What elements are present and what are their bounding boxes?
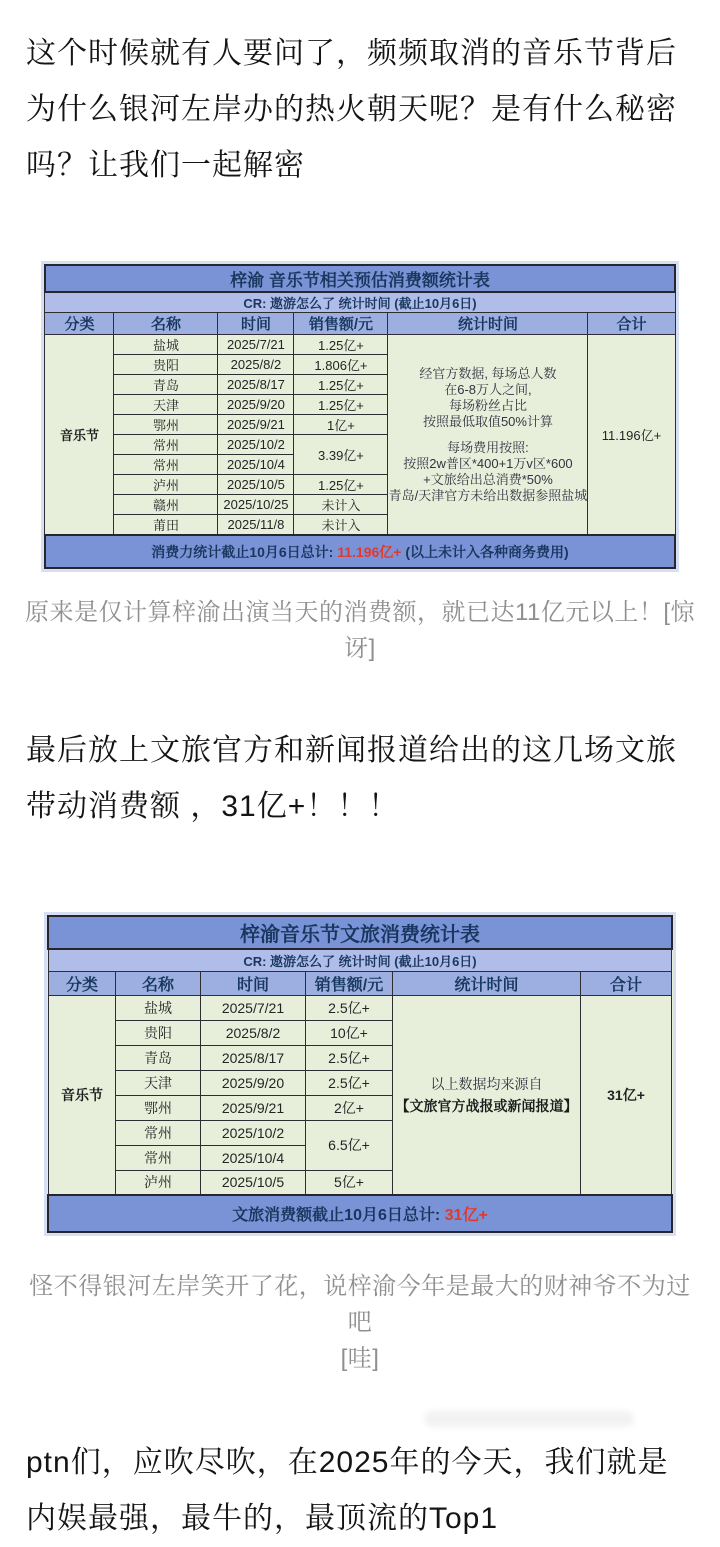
footer-total-value: 31亿+ <box>444 1207 488 1224</box>
notes-cell <box>392 995 580 1195</box>
table2-title-row <box>48 916 671 949</box>
cell-sales-merged: 3.39亿+ <box>294 435 388 475</box>
cell-date: 2025/10/5 <box>200 1170 305 1195</box>
table2-credit-row <box>48 949 671 971</box>
notes-line: 青岛/天津官方未给出数据参照盐城 <box>388 487 588 503</box>
cell-name: 鄂州 <box>115 1095 200 1120</box>
category-cell: 音乐节 <box>48 995 115 1195</box>
cell-date: 2025/8/17 <box>218 375 294 395</box>
col-header-stat-time: 统计时间 <box>388 313 588 335</box>
post-paragraph-intro: 这个时候就有人要问了，频频取消的音乐节背后为什么银河左岸办的热火朝天呢？是有什么秘密吗？让我们一起解密 <box>26 37 677 182</box>
cell-date: 2025/10/4 <box>200 1145 305 1170</box>
table2-title: 梓渝音乐节文旅消费统计表 <box>48 916 671 949</box>
cell-date: 2025/10/2 <box>218 435 294 455</box>
table1-caption: 原来是仅计算梓渝出演当天的消费额，就已达11亿元以上！[惊讶] <box>24 599 696 662</box>
table1-credit-row <box>45 292 675 313</box>
cell-name: 鄂州 <box>114 415 218 435</box>
cell-name: 常州 <box>115 1145 200 1170</box>
table2-header-row <box>48 971 671 995</box>
table1-title-row <box>45 265 675 292</box>
cell-name: 天津 <box>115 1070 200 1095</box>
cell-sales: 未计入 <box>294 495 388 515</box>
col-header-stat-time: 统计时间 <box>392 971 580 995</box>
table2-credit: CR: 遨游怎么了 统计时间 (截止10月6日) <box>48 949 671 971</box>
cell-name: 常州 <box>115 1120 200 1145</box>
post-paragraph-closing: ptn们，应吹尽吹，在2025年的今天，我们就是内娱最强，最牛的，最顶流的Top1 <box>26 1446 669 1535</box>
cell-name: 青岛 <box>115 1045 200 1070</box>
col-header-category: 分类 <box>48 971 115 995</box>
cell-name: 常州 <box>114 435 218 455</box>
table-row <box>45 335 675 355</box>
cell-sales: 2.5亿+ <box>305 1070 392 1095</box>
cell-date: 2025/10/5 <box>218 475 294 495</box>
notes-line: 每场粉丝占比 <box>448 397 527 413</box>
post-paragraph-middle: 最后放上文旅官方和新闻报道给出的这几场文旅带动消费额 ，31亿+！！！ <box>26 734 677 823</box>
notes-line-source: 【文旅官方战报或新闻报道】 <box>395 1097 578 1114</box>
cell-name: 盐城 <box>114 335 218 355</box>
total-cell: 31亿+ <box>580 995 671 1195</box>
notes-line: 按照最低取值50%计算 <box>422 413 553 429</box>
notes-line: 在6-8万人之间, <box>444 381 532 397</box>
cell-date: 2025/10/2 <box>200 1120 305 1145</box>
total-cell: 11.196亿+ <box>588 335 675 536</box>
cell-name: 贵阳 <box>114 355 218 375</box>
col-header-name: 名称 <box>114 313 218 335</box>
cell-sales: 1.25亿+ <box>294 335 388 355</box>
table2-footer <box>48 1195 671 1232</box>
cell-date: 2025/8/17 <box>200 1045 305 1070</box>
col-header-date: 时间 <box>218 313 294 335</box>
cell-date: 2025/9/21 <box>218 415 294 435</box>
cell-date: 2025/10/25 <box>218 495 294 515</box>
cell-sales: 1.25亿+ <box>294 395 388 415</box>
cell-sales: 1.25亿+ <box>294 375 388 395</box>
footer-suffix: (以上未计入各种商务费用) <box>401 543 569 560</box>
cell-sales: 1亿+ <box>294 415 388 435</box>
table1-credit: CR: 遨游怎么了 统计时间 (截止10月6日) <box>45 292 675 313</box>
cell-name: 泸州 <box>115 1170 200 1195</box>
footer-total-value: 11.196亿+ <box>337 543 402 560</box>
cell-name: 青岛 <box>114 375 218 395</box>
col-header-sales: 销售额/元 <box>294 313 388 335</box>
table1-footer <box>45 535 675 568</box>
cell-sales-merged: 6.5亿+ <box>305 1120 392 1170</box>
col-header-sales: 销售额/元 <box>305 971 392 995</box>
notes-line: 经官方数据, 每场总人数 <box>419 365 557 381</box>
cell-date: 2025/10/4 <box>218 455 294 475</box>
notes-line: 每场费用按照: <box>447 439 529 455</box>
cell-sales: 1.25亿+ <box>294 475 388 495</box>
cell-name: 泸州 <box>114 475 218 495</box>
cell-sales: 2.5亿+ <box>305 995 392 1020</box>
table2-caption <box>0 1269 720 1377</box>
cell-date: 2025/9/20 <box>218 395 294 415</box>
cell-date: 2025/7/21 <box>200 995 305 1020</box>
cell-date: 2025/8/2 <box>200 1020 305 1045</box>
estimated-consumption-table <box>44 264 676 569</box>
cell-sales: 2亿+ <box>305 1095 392 1120</box>
tourism-consumption-table <box>47 915 672 1233</box>
table2-caption-line1: 怪不得银河左岸笑开了花，说梓渝今年是最大的财神爷不为过吧 <box>29 1273 691 1336</box>
cell-date: 2025/7/21 <box>218 335 294 355</box>
table-row <box>48 995 671 1020</box>
cell-sales: 2.5亿+ <box>305 1045 392 1070</box>
cell-name: 赣州 <box>114 495 218 515</box>
col-header-date: 时间 <box>200 971 305 995</box>
col-header-name: 名称 <box>115 971 200 995</box>
cell-name: 贵阳 <box>115 1020 200 1045</box>
col-header-total: 合计 <box>588 313 675 335</box>
cell-name: 莆田 <box>114 515 218 536</box>
notes-line: 按照2w普区*400+1万v区*600 <box>403 455 573 471</box>
footer-prefix: 消费力统计截止10月6日总计: <box>151 543 338 560</box>
category-cell: 音乐节 <box>45 335 114 536</box>
cell-date: 2025/11/8 <box>218 515 294 536</box>
cell-date: 2025/8/2 <box>218 355 294 375</box>
cell-date: 2025/9/21 <box>200 1095 305 1120</box>
table2-caption-line2: [哇] <box>340 1345 380 1372</box>
notes-spacer <box>388 430 587 440</box>
cell-sales: 未计入 <box>294 515 388 536</box>
table1-title: 梓渝 音乐节相关预估消费额统计表 <box>45 265 675 292</box>
cell-sales: 5亿+ <box>305 1170 392 1195</box>
cell-name: 盐城 <box>115 995 200 1020</box>
cell-sales: 10亿+ <box>305 1020 392 1045</box>
cell-name: 常州 <box>114 455 218 475</box>
footer-prefix: 文旅消费额截止10月6日总计: <box>232 1207 445 1224</box>
notes-cell <box>388 335 588 536</box>
table1-footer-row <box>45 535 675 568</box>
cell-name: 天津 <box>114 395 218 415</box>
table1-header-row <box>45 313 675 335</box>
notes-line: +文旅给出总消费*50% <box>423 471 553 487</box>
col-header-total: 合计 <box>580 971 671 995</box>
col-header-category: 分类 <box>45 313 114 335</box>
watermark-smudge <box>424 1411 634 1427</box>
notes-line: 以上数据均来源自 <box>430 1075 543 1092</box>
cell-date: 2025/9/20 <box>200 1070 305 1095</box>
cell-sales: 1.806亿+ <box>294 355 388 375</box>
table2-footer-row <box>48 1195 671 1232</box>
